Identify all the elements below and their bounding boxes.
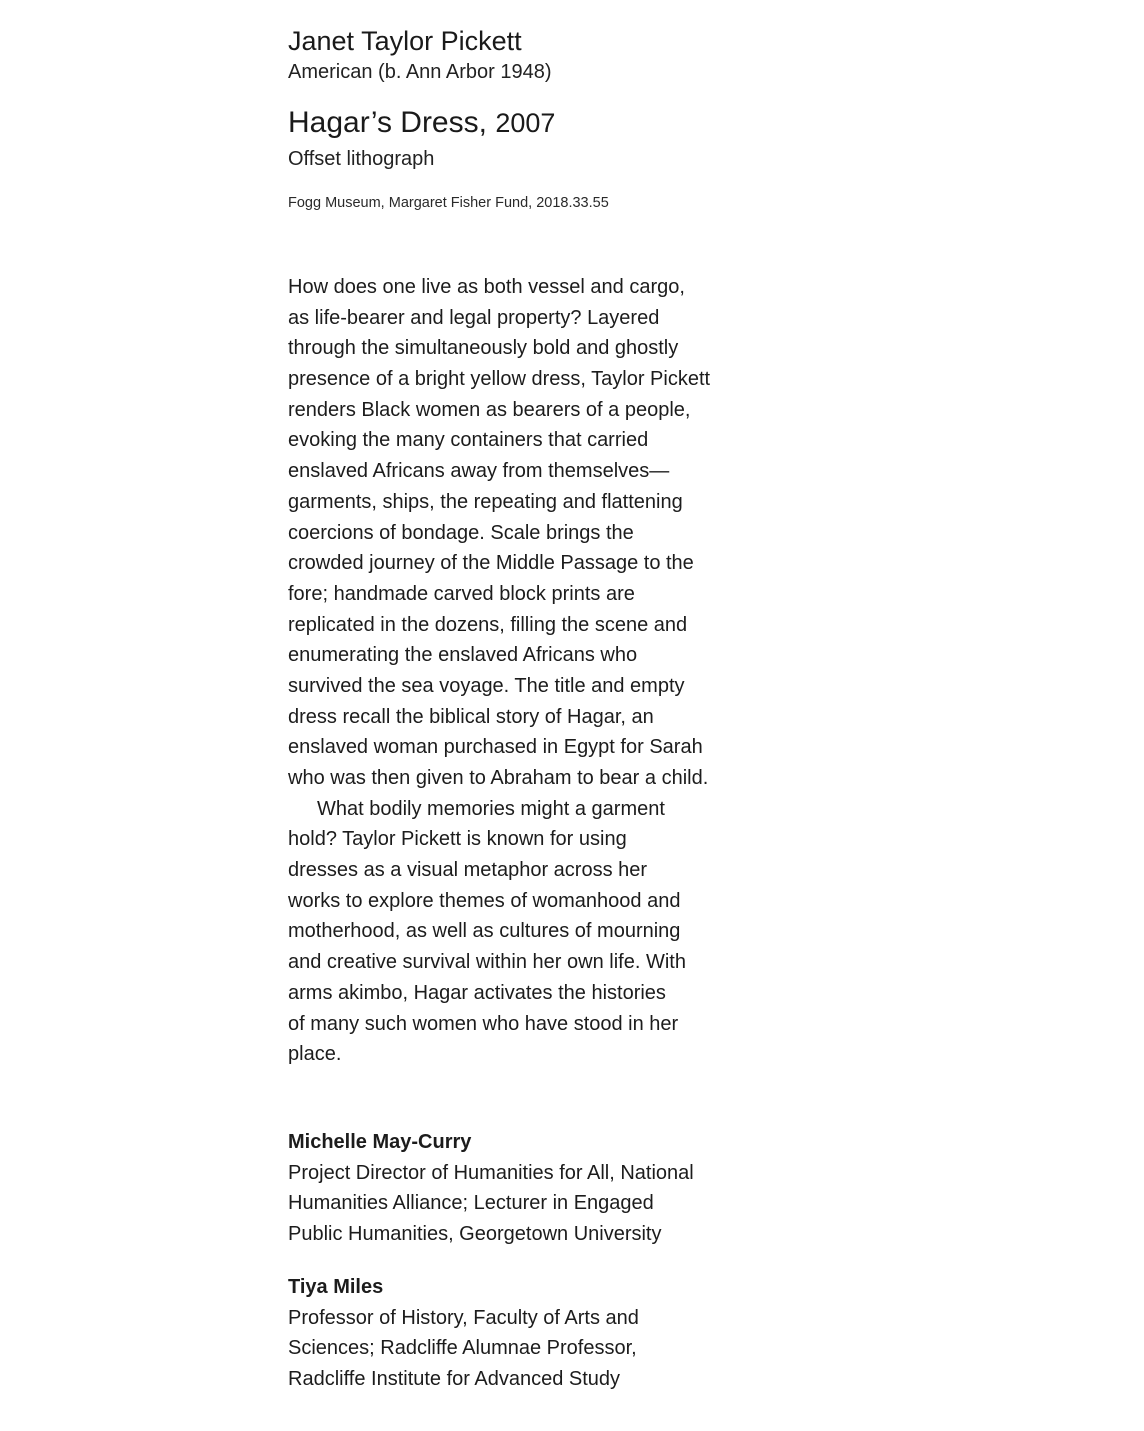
body-line-paragraph-start: What bodily memories might a garment (317, 797, 665, 820)
author-affiliation-line: Professor of History, Faculty of Arts and (288, 1306, 639, 1329)
body-line: fore; handmade carved block prints are (288, 582, 635, 605)
label-body-text (288, 272, 710, 1070)
body-line: motherhood, as well as cultures of mourning (288, 920, 681, 943)
body-line: as life-bearer and legal property? Layered (288, 306, 660, 329)
body-line: who was then given to Abraham to bear a child. (288, 767, 709, 789)
author-affiliation-line: Humanities Alliance; Lecturer in Engaged (288, 1192, 654, 1214)
body-line: through the simultaneously bold and ghostly (288, 337, 679, 360)
body-line: enslaved woman purchased in Egypt for Sarah (288, 736, 703, 759)
body-line: replicated in the dozens, filling the scene and (288, 613, 688, 636)
body-line: evoking the many containers that carried (288, 429, 649, 452)
body-line: garments, ships, the repeating and flattening (288, 490, 683, 513)
body-line: works to explore themes of womanhood and (288, 889, 681, 912)
body-line: arms akimbo, Hagar activates the histories (288, 981, 666, 1004)
author-name: Michelle May-Curry (288, 1131, 472, 1153)
author-affiliation-line: Public Humanities, Georgetown University (288, 1222, 662, 1245)
author-affiliation-line: Radcliffe Institute for Advanced Study (288, 1367, 621, 1390)
body-line: hold? Taylor Pickett is known for using (288, 828, 627, 851)
body-line: enslaved Africans away from themselves— (288, 460, 670, 483)
artwork-title (288, 104, 555, 142)
body-line: dress recall the biblical story of Hagar, an (288, 705, 654, 728)
body-line: How does one live as both vessel and cargo, (288, 276, 685, 298)
credit-line: Fogg Museum, Margaret Fisher Fund, 2018.33.55 (288, 195, 609, 211)
body-line: enumerating the enslaved Africans who (288, 644, 638, 667)
artist-bio: American (b. Ann Arbor 1948) (288, 61, 552, 83)
body-line: crowded journey of the Middle Passage to the (288, 552, 694, 575)
artwork-medium: Offset lithograph (288, 148, 435, 170)
author-affiliation-line: Project Director of Humanities for All, National (288, 1161, 694, 1184)
artwork-title-text: Hagar’s Dress, (288, 106, 487, 139)
author-name: Tiya Miles (288, 1276, 384, 1298)
body-line: dresses as a visual metaphor across her (288, 859, 648, 882)
author-affiliation-line: Sciences; Radcliffe Alumnae Professor, (288, 1337, 637, 1359)
body-line: survived the sea voyage. The title and empty (288, 674, 685, 697)
body-line: renders Black women as bearers of a people, (288, 398, 691, 421)
body-line: coercions of bondage. Scale brings the (288, 521, 634, 544)
author-credit (288, 1272, 639, 1394)
artwork-date: 2007 (495, 108, 556, 138)
body-line: and creative survival within her own life. With (288, 951, 686, 974)
body-line: place. (288, 1043, 342, 1066)
author-credit (288, 1127, 694, 1249)
body-line: of many such women who have stood in her (288, 1012, 679, 1035)
artist-name: Janet Taylor Pickett (288, 26, 522, 56)
body-line: presence of a bright yellow dress, Taylor Pickett (288, 368, 711, 391)
